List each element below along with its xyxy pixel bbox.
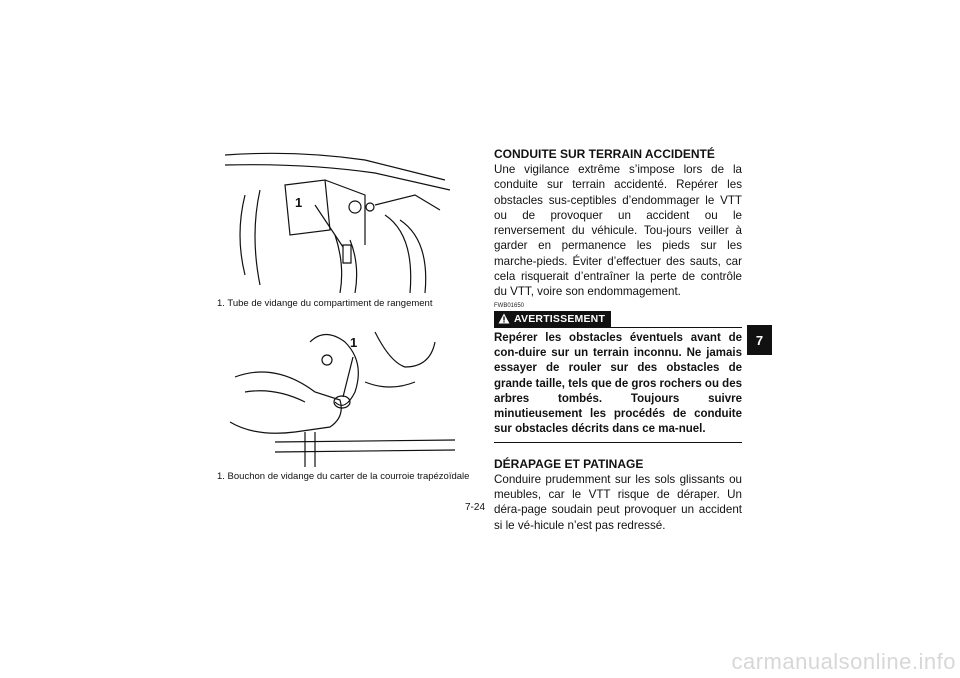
figure1-callout: 1 <box>295 195 303 210</box>
warning-code: FWB01650 <box>494 302 525 309</box>
watermark: carmanualsonline.info <box>731 649 956 674</box>
right-column <box>494 147 742 533</box>
figure1-caption: 1. Tube de vidange du compartiment de rangement <box>217 298 433 309</box>
warning-header <box>494 311 742 328</box>
figure-storage-drain-tube <box>215 135 465 293</box>
figure2-caption: 1. Bouchon de vidange du carter de la courroie trapézoïdale <box>217 471 470 482</box>
warning-text: Repérer les obstacles éventuels avant de con-duire sur un terrain inconnu. Ne jamais essayer de rouler sur des obstacles de grande taille, tels que de gros rochers ou des arbres tombés. Toujours suivre minutieusement les procédés de conduite sur obstacles décrits dans ce ma-nuel. <box>494 331 742 443</box>
section-body-rough-terrain: Une vigilance extrême s’impose lors de la conduite sur terrain accidenté. Repérer les obstacles sus-ceptibles d’endommager le VTT ou de provoquer un accident ou le renversement du véhicule. Tou-jours veiller à garder en permanence les pieds sur les marche-pieds. Éviter d’effectuer des sauts, car cela risquerait d’entraîner la perte de contrôle du VTT, voire son endommagement. <box>494 163 742 299</box>
section-body-skidding: Conduire prudemment sur les sols glissants ou meubles, car le VTT risque de déraper. Un déra-page soudain peut provoquer un accident si le vé-hicule n’est pas redressé. <box>494 472 742 532</box>
warning-badge <box>494 311 611 327</box>
warning-triangle-icon <box>498 313 510 324</box>
chapter-tab: 7 <box>747 325 772 355</box>
warning-label: AVERTISSEMENT <box>514 312 606 325</box>
section-heading-skidding: DÉRAPAGE ET PATINAGE <box>494 456 644 471</box>
figure-belt-cover-drain-plug <box>215 322 465 467</box>
page-number: 7-24 <box>465 502 486 513</box>
section-heading-rough-terrain: CONDUITE SUR TERRAIN ACCIDENTÉ <box>494 147 715 161</box>
figure2-callout: 1 <box>350 335 358 350</box>
